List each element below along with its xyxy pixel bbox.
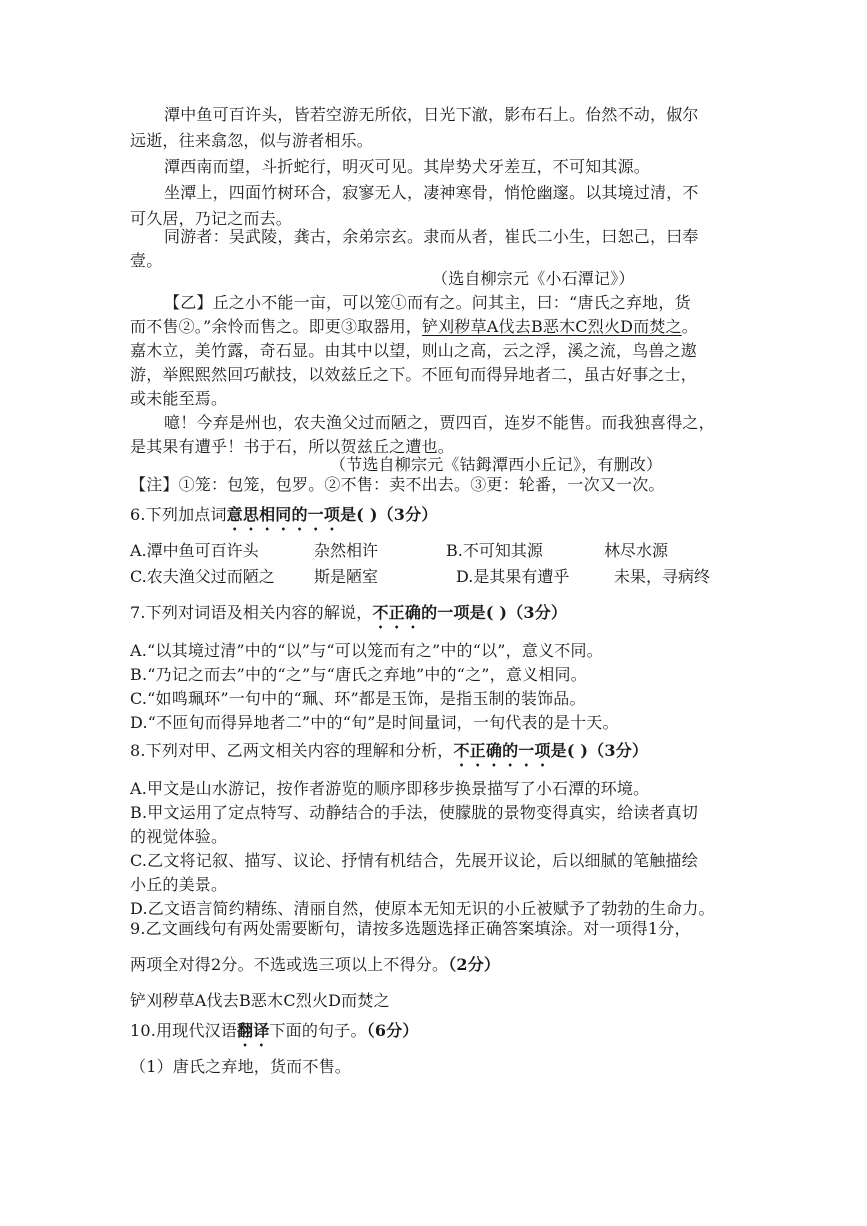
passage-b-text: 而不售②。”余怜而售之。即更③取器用， [130, 317, 422, 336]
stem-score: （2分） [448, 955, 501, 974]
passage-b-line: 噫！今弃是州也，农夫渔父过而陋之，贾四百，连岁不能售。而我独喜得之， [164, 413, 715, 432]
q6-option-b-2: 林尽水源 [604, 541, 669, 560]
stem-text: 6.下列加点词 [130, 505, 227, 524]
q7-option-d: D.“不匝旬而得异地者二”中的“旬”是时间量词，一旬代表的是十天。 [130, 713, 619, 732]
q10-sentence-1: （1）唐氏之弃地，货而不售。 [130, 1057, 351, 1076]
question-9-stem-cont [130, 954, 740, 976]
q6-option-d-1: D.是其果有遭乎 [456, 567, 570, 586]
q7-option-b: B.“乃记之而去”中的“之”与“唐氏之弃地”中的“之”，意义相同。 [130, 665, 587, 684]
passage-a-line: 潭西南而望，斗折蛇行，明灭可见。其岸势犬牙差互，不可知其源。 [164, 157, 651, 176]
stem-score: （6分） [366, 1021, 419, 1040]
q8-option-b: B.甲文运用了定点特写、动静结合的手法，使朦胧的景物变得真实，给读者真切 [130, 803, 699, 822]
q8-option-c: C.乙文将记叙、描写、议论、抒情有机结合，先展开议论，后以细腻的笔触描绘 [130, 851, 698, 870]
passage-a-line: 坐潭上，四面竹树环合，寂寥无人，凄神寒骨，悄怆幽邃。以其境过清，不 [164, 183, 699, 202]
q6-option-d-2: 未果，寻病终 [614, 567, 711, 586]
annotation-note: 【注】①笼：包笼，包罗。②不售：卖不出去。③更：轮番，一次又一次。 [130, 475, 665, 494]
question-8-stem [130, 740, 740, 770]
question-6-stem [130, 504, 740, 534]
stem-emphasis: 翻译 [237, 1021, 270, 1040]
stem-text: 8.下列对甲、乙两文相关内容的理解和分析， [130, 741, 454, 760]
q9-sentence: 铲刈秽草A伐去B恶木C烈火D而焚之 [130, 991, 390, 1010]
q8-option-d: D.乙文语言简约精练、清丽自然，使原本无知无识的小丘被赋予了勃勃的生命力。 [130, 899, 715, 918]
question-9-stem: 9.乙文画线句有两处需要断句，请按多选题选择正确答案填涂。对一项得1分， [130, 919, 691, 938]
passage-a-line: 潭中鱼可百许头，皆若空游无所依，日光下澈，影布石上。佁然不动，俶尔 [164, 105, 699, 124]
passage-b-line: 嘉木立，美竹露，奇石显。由其中以望，则山之高，云之浮，溪之流，鸟兽之遨 [130, 341, 698, 360]
passage-b-line [130, 316, 740, 338]
passage-a-line: 同游者：吴武陵，龚古，余弟宗玄。隶而从者，崔氏二小生，曰恕己，曰奉 [164, 227, 699, 246]
stem-end: 是( )（3分） [550, 741, 649, 760]
q8-option-b-cont: 的视觉体验。 [130, 827, 228, 846]
stem-emphasis: 不正确 [372, 603, 422, 622]
stem-emphasis: 意思相同的一项 [226, 505, 341, 524]
passage-a-source: （选自柳宗元《小石潭记》） [432, 269, 635, 288]
stem-text: 10.用现代汉语 [130, 1021, 238, 1040]
stem-text: 两项全对得2分。不选或选三项以上不得分。 [130, 955, 449, 974]
q8-option-c-cont: 小丘的美景。 [130, 875, 228, 894]
passage-a-line: 远逝，往来翕忽，似与游者相乐。 [130, 131, 374, 150]
question-7-stem [130, 602, 740, 632]
question-10-stem [130, 1020, 740, 1050]
passage-a-line: 壹。 [130, 251, 163, 270]
q8-option-a: A.甲文是山水游记，按作者游览的顺序即移步换景描写了小石潭的环境。 [130, 779, 650, 798]
q6-option-c-2: 斯是陋室 [314, 567, 379, 586]
q6-option-a-2: 杂然相许 [314, 541, 379, 560]
stem-text: 下面的句子。 [269, 1021, 367, 1040]
passage-a-line: 可久居，乃记之而去。 [130, 209, 293, 228]
stem-emphasis: 不正确的一项 [453, 741, 551, 760]
passage-b-line: 游，举熙熙然回巧献技，以效兹丘之下。不匝旬而得异地者二，虽古好事之士， [130, 365, 698, 384]
stem-end: 的一项是( )（3分） [421, 603, 568, 622]
underlined-sentence: 铲刈秽草A伐去B恶木C烈火D而焚之 [421, 317, 682, 336]
q6-option-c-1: C.农夫渔父过而陋之 [130, 567, 275, 586]
passage-b-source: （节选自柳宗元《钴鉧潭西小丘记》，有删改） [330, 455, 663, 474]
q6-option-a-1: A.潭中鱼可百许头 [130, 541, 259, 560]
passage-b-line: 是其果有遭乎！书于石，所以贺兹丘之遭也。 [130, 437, 455, 456]
q6-option-b-1: B.不可知其源 [446, 541, 543, 560]
passage-b-text: 。 [681, 317, 698, 336]
stem-text: 7.下列对词语及相关内容的解说， [130, 603, 373, 622]
passage-b-line: 【乙】丘之小不能一亩，可以笼①而有之。问其主，曰：“唐氏之弃地，货 [164, 293, 691, 312]
passage-b-line: 或未能至焉。 [130, 389, 228, 408]
stem-end: 是( )（3分） [340, 505, 438, 524]
q7-option-a: A.“以其境过清”中的“以”与“可以笼而有之”中的“以”，意义不同。 [130, 641, 603, 660]
q7-option-c: C.“如鸣珮环”一句中的“珮、环”都是玉饰，是指玉制的装饰品。 [130, 689, 586, 708]
